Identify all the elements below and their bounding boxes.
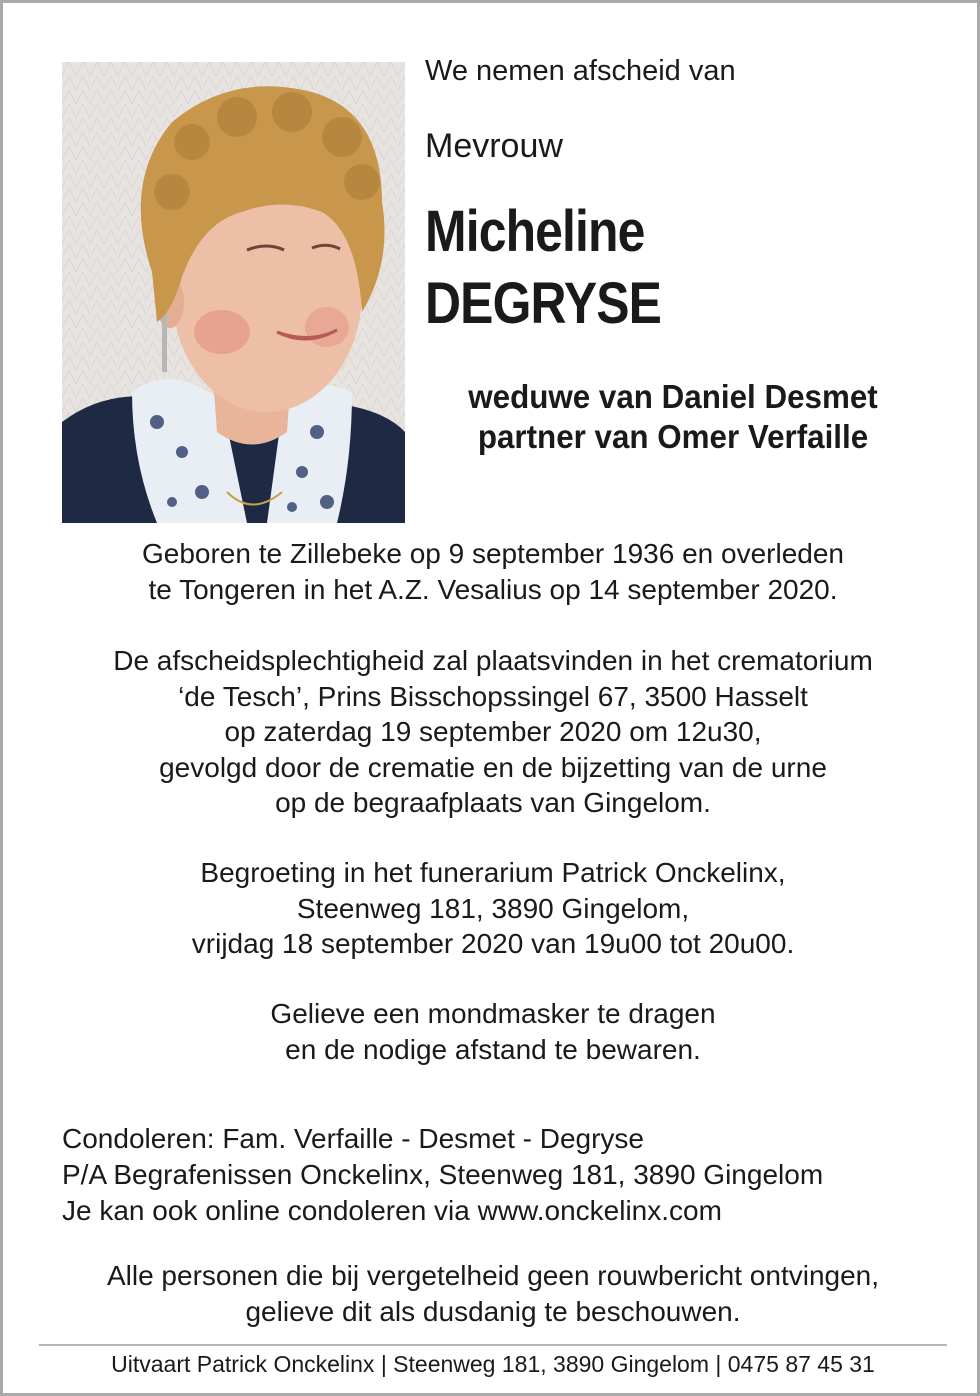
ceremony-line-3: op zaterdag 19 september 2020 om 12u30, <box>224 716 762 747</box>
notice-line-1: Alle personen die bij vergetelheid geen rouwbericht ontvingen, <box>106 1260 880 1291</box>
ceremony-line-2: ‘de Tesch’, Prins Bisschopssingel 67, 3500 Hasselt <box>178 680 808 712</box>
greeting-paragraph <box>23 855 963 962</box>
ceremony-line-1: De afscheidsplechtigheid zal plaatsvinden in het crematorium <box>113 645 873 676</box>
covid-line-2: en de nodige afstand te bewaren. <box>285 1033 701 1065</box>
relations <box>426 377 920 457</box>
notice-line-2: gelieve dit als dusdanig te beschouwen. <box>245 1295 741 1327</box>
ceremony-paragraph <box>23 643 963 821</box>
covid-line-1: Gelieve een mondmasker te dragen <box>270 998 716 1029</box>
covid-paragraph <box>23 996 963 1067</box>
condolences-line-3: Je kan ook online condoleren via www.onckelinx.com <box>62 1195 722 1226</box>
greeting-line-2: Steenweg 181, 3890 Gingelom, <box>296 892 690 924</box>
birth-death-paragraph <box>23 536 963 607</box>
condolences-paragraph <box>62 1121 823 1229</box>
ceremony-line-5: op de begraafplaats van Gingelom. <box>275 787 711 818</box>
intro-text: We nemen afscheid van <box>425 55 736 87</box>
footer-divider <box>39 1344 947 1346</box>
birth-death-line-1: Geboren te Zillebeke op 9 september 1936 en overleden <box>141 538 845 569</box>
condolences-line-2: P/A Begrafenissen Onckelinx, Steenweg 181, 3890 Gingelom <box>62 1159 824 1190</box>
portrait-photo-icon <box>62 62 405 523</box>
notice-paragraph <box>23 1258 963 1329</box>
ceremony-line-4: gevolgd door de crematie en de bijzetting van de urne <box>159 751 827 783</box>
portrait-photo <box>62 62 405 523</box>
condolences-line-1: Condoleren: Fam. Verfaille - Desmet - Degryse <box>62 1123 644 1154</box>
last-name: DEGRYSE <box>425 271 662 336</box>
greeting-line-1: Begroeting in het funerarium Patrick Onckelinx, <box>200 857 786 888</box>
first-name: Micheline <box>425 199 645 264</box>
relation-partner: partner van Omer Verfaille <box>477 418 869 455</box>
greeting-line-3: vrijdag 18 september 2020 van 19u00 tot 20u00. <box>191 928 795 959</box>
deceased-name <box>425 196 661 340</box>
relation-widow: weduwe van Daniel Desmet <box>468 378 878 415</box>
honorific-title: Mevrouw <box>425 127 563 165</box>
footer-text: Uitvaart Patrick Onckelinx | Steenweg 181, 3890 Gingelom | 0475 87 45 31 <box>111 1351 875 1377</box>
birth-death-line-2: te Tongeren in het A.Z. Vesalius op 14 september 2020. <box>148 573 838 605</box>
